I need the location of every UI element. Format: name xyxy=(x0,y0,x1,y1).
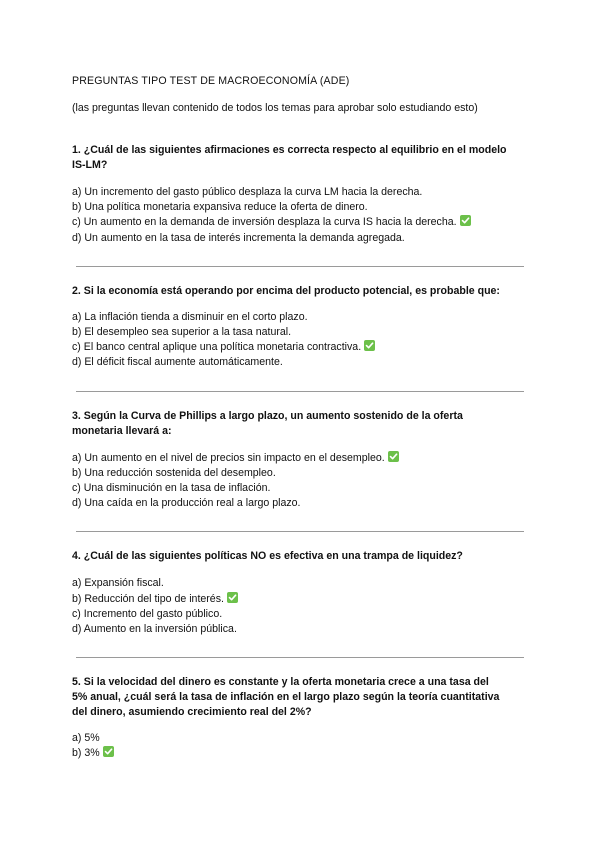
question-block-1 xyxy=(72,143,532,246)
question-block-3 xyxy=(72,409,532,512)
section-divider xyxy=(76,391,524,392)
check-icon xyxy=(364,340,375,351)
question-text: 4. ¿Cuál de las siguientes políticas NO es efectiva en una trampa de liquidez? xyxy=(72,550,463,563)
option-b: b) Reducción del tipo de interés. xyxy=(72,592,532,607)
option-a: a) La inflación tienda a disminuir en el corto plazo. xyxy=(72,310,308,323)
options-list xyxy=(72,731,532,761)
option-a: a) Expansión fiscal. xyxy=(72,577,164,590)
document-page xyxy=(72,74,532,762)
check-icon xyxy=(103,746,114,757)
option-c: c) Una disminución en la tasa de inflación. xyxy=(72,482,271,495)
options-list xyxy=(72,185,532,246)
document-title: PREGUNTAS TIPO TEST DE MACROECONOMÍA (ADE) xyxy=(72,75,350,87)
check-icon xyxy=(460,215,471,226)
option-d: d) Aumento en la inversión pública. xyxy=(72,623,237,636)
option-b: b) El desempleo sea superior a la tasa natural. xyxy=(72,326,292,339)
question-line: IS-LM? xyxy=(72,159,108,171)
question-line: del dinero, asumiendo crecimiento real del 2%? xyxy=(72,706,312,719)
question-text xyxy=(72,143,532,173)
option-b: b) 3% xyxy=(72,746,532,761)
question-block-2 xyxy=(72,284,532,371)
option-b: b) Una política monetaria expansiva reduce la oferta de dinero. xyxy=(72,201,368,214)
option-a: a) Un aumento en el nivel de precios sin impacto en el desempleo. xyxy=(72,451,532,466)
question-line: monetaria llevará a: xyxy=(72,424,172,437)
question-line: 1. ¿Cuál de las siguientes afirmaciones es correcta respecto al equilibrio en el modelo xyxy=(72,144,507,156)
question-text xyxy=(72,675,532,720)
check-icon xyxy=(388,451,399,462)
section-divider xyxy=(76,531,524,532)
options-list xyxy=(72,451,532,512)
option-a: a) Un incremento del gasto público desplaza la curva LM hacia la derecha. xyxy=(72,186,423,198)
option-c: c) Incremento del gasto público. xyxy=(72,607,223,620)
question-text xyxy=(72,409,532,439)
option-d: d) Un aumento en la tasa de interés incrementa la demanda agregada. xyxy=(72,231,405,244)
check-icon xyxy=(227,592,238,603)
question-line: 5. Si la velocidad del dinero es constante y la oferta monetaria crece a una tasa del xyxy=(72,676,489,689)
section-divider xyxy=(76,266,524,267)
option-d: d) Una caída en la producción real a largo plazo. xyxy=(72,497,301,510)
options-list xyxy=(72,576,532,637)
option-c: c) Un aumento en la demanda de inversión desplaza la curva IS hacia la derecha. xyxy=(72,215,532,230)
question-text: 2. Si la economía está operando por encima del producto potencial, es probable que: xyxy=(72,284,500,297)
options-list xyxy=(72,310,532,371)
question-line: 3. Según la Curva de Phillips a largo plazo, un aumento sostenido de la oferta xyxy=(72,409,463,422)
question-block-5 xyxy=(72,675,532,761)
option-d: d) El déficit fiscal aumente automáticamente. xyxy=(72,356,283,369)
question-block-4 xyxy=(72,549,532,637)
document-subtitle: (las preguntas llevan contenido de todos los temas para aprobar solo estudiando esto) xyxy=(72,102,478,114)
option-a: a) 5% xyxy=(72,732,100,745)
option-b: b) Una reducción sostenida del desempleo. xyxy=(72,466,276,479)
question-line: 5% anual, ¿cuál será la tasa de inflación en el largo plazo según la teoría cuantitativa xyxy=(72,691,500,704)
option-c: c) El banco central aplique una política monetaria contractiva. xyxy=(72,340,532,355)
section-divider xyxy=(76,657,524,658)
